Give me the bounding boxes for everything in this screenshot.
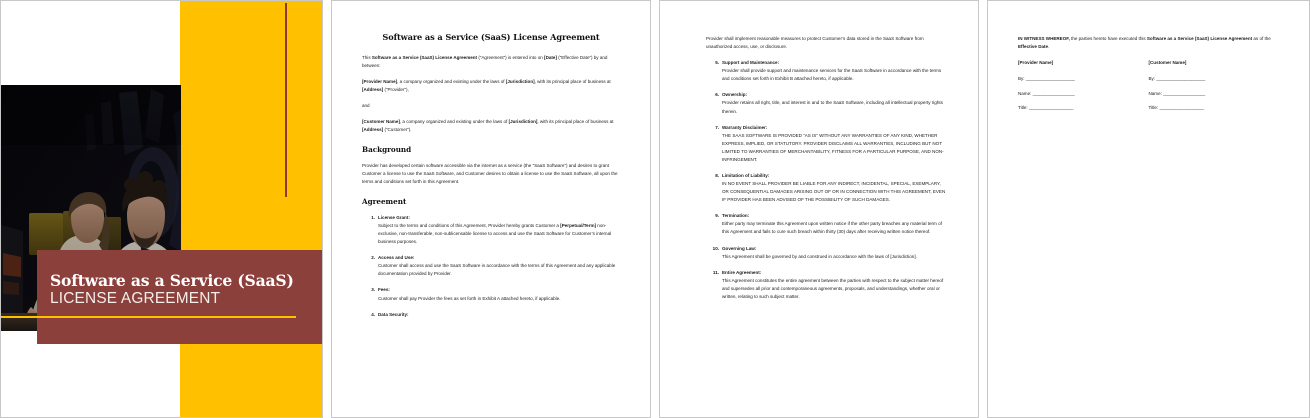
clause-number: 4. xyxy=(371,311,375,317)
clause-body: Provider shall provide support and maintenance services for the SaaS Software in accordance with the terms and conditions set forth in Exhibit B attached hereto, if applicable. xyxy=(722,68,942,82)
background-heading: Background xyxy=(362,145,412,155)
clause-item xyxy=(706,124,948,164)
clause-number: 8. xyxy=(715,173,719,179)
provider-paragraph xyxy=(362,78,620,94)
customer-title-line xyxy=(1149,104,1280,112)
clause-heading: Access and Use: xyxy=(378,255,415,261)
customer-by-label: By: xyxy=(1148,76,1157,82)
provider-name-label: Name: xyxy=(1018,90,1033,96)
provider-name-placeholder: [Provider Name] xyxy=(362,79,398,84)
customer-b: , a company organized and existing under the laws of xyxy=(399,119,509,125)
cover-title-primary: Software as a Service (SaaS) xyxy=(50,271,294,290)
clause-heading: Limitation of Liability: xyxy=(722,173,770,179)
clause-list-page-2 xyxy=(362,214,620,319)
clause-number: 9. xyxy=(715,213,719,219)
clause-body xyxy=(378,222,620,246)
customer-f: (“Customer”). xyxy=(383,127,412,133)
customer-address-placeholder: [Address] xyxy=(362,127,384,133)
intro-agreement-name: Software as a Service (SaaS) License Agreement xyxy=(371,54,478,60)
clause-body: This Agreement constitutes the entire agreement between the parties with respect to the subject matter hereof and supersedes all prior and contemporaneous agreements, proposals, and understandings, whether oral or written, relating to such subject matter. xyxy=(722,277,944,299)
customer-title-label: Title: xyxy=(1148,105,1160,111)
provider-party-name: [Provider Name] xyxy=(1018,60,1054,66)
provider-name-line xyxy=(1018,90,1149,98)
provider-by-line xyxy=(1018,75,1149,83)
provider-address-placeholder: [Address] xyxy=(362,87,384,93)
clause-item xyxy=(706,91,948,115)
clause-body: THE SAAS SOFTWARE IS PROVIDED “AS IS” WITHOUT ANY WARRANTIES OF ANY KIND, WHETHER EXPRESS, IMPLIED, OR STATUTORY. PROVIDER DISCLAIMS ALL WARRANTIES, INCLUDING BUT NOT LIMITED TO WARRANTIES OF MERCHANTABILITY, FITNESS FOR A PARTICULAR PURPOSE, AND NON-INFRINGEMENT. xyxy=(722,132,944,162)
provider-by-label: By: xyxy=(1018,76,1026,82)
customer-name-label: Name: xyxy=(1148,90,1164,96)
intro-e: (“Effective Date”) by and between: xyxy=(362,54,608,68)
clause-body: Provider retains all right, title, and interest in and to the SaaS Software, including all intellectual property rights therein. xyxy=(722,100,943,114)
clause-item xyxy=(706,269,948,301)
clause-heading: Support and Maintenance: xyxy=(722,60,780,66)
clause-heading: Ownership: xyxy=(722,92,748,98)
witness-agreement-name: Software as a Service (SaaS) License Agreement xyxy=(1146,36,1253,41)
customer-d: , with its principal place of business at xyxy=(537,119,614,125)
intro-c: (“Agreement”) is entered into on xyxy=(477,54,545,60)
clause-list-page-3 xyxy=(706,59,948,301)
clause-item xyxy=(706,245,948,261)
witness-b: the parties hereto have executed this xyxy=(1069,36,1147,41)
clause-number: 11. xyxy=(712,269,719,275)
witness-effective-date: Effective Date xyxy=(1018,44,1049,50)
clause-heading: Governing Law: xyxy=(722,245,757,251)
clause-heading: License Grant: xyxy=(378,214,410,220)
provider-b: , a company organized and existing under the laws of xyxy=(397,79,506,84)
clause-heading: Entire Agreement: xyxy=(722,269,762,275)
signature-column-provider xyxy=(1018,59,1149,119)
clause-heading: Data Security: xyxy=(378,311,409,317)
intro-date-placeholder: [Date] xyxy=(544,54,557,60)
clause-item xyxy=(362,254,620,278)
page-3-content xyxy=(660,1,978,417)
provider-d: , with its principal place of business at xyxy=(534,79,611,84)
customer-title-blank[interactable]: ___________________ xyxy=(1159,105,1204,111)
cover-title-secondary: LICENSE AGREEMENT xyxy=(50,290,221,308)
clause-item xyxy=(362,214,620,246)
agreement-heading: Agreement xyxy=(362,197,407,207)
page-4-signatures[interactable] xyxy=(987,0,1310,418)
witness-lead: IN WITNESS WHEREOF, xyxy=(1018,36,1070,41)
customer-by-line xyxy=(1149,75,1280,83)
customer-name-blank[interactable]: __________________ xyxy=(1163,90,1206,96)
provider-jurisdiction-placeholder: [Jurisdiction] xyxy=(505,79,535,84)
signature-column-customer xyxy=(1149,59,1280,119)
page-title: Software as a Service (SaaS) License Agreement xyxy=(382,32,600,42)
clause-heading: Fees: xyxy=(378,287,390,293)
clause-number: 10. xyxy=(712,245,719,251)
provider-title-blank[interactable]: ___________________ xyxy=(1028,105,1074,111)
clause-number: 2. xyxy=(371,255,375,261)
clause-body: Customer shall access and use the SaaS Software in accordance with the terms of this Agreement and any applicable documentation provided by Provider. xyxy=(378,263,616,277)
provider-name-blank[interactable]: __________________ xyxy=(1032,90,1075,96)
clause-number: 7. xyxy=(715,124,719,130)
customer-paragraph xyxy=(362,118,620,134)
page-4-content xyxy=(988,1,1309,417)
witness-f: . xyxy=(1048,44,1050,50)
clause-item xyxy=(706,172,948,204)
witness-paragraph xyxy=(1018,35,1279,51)
clause-number: 1. xyxy=(371,214,375,220)
intro-a: This xyxy=(362,54,372,60)
clause-item xyxy=(706,212,948,236)
clause-item xyxy=(362,286,620,302)
clause-item xyxy=(362,311,620,319)
page-2[interactable] xyxy=(331,0,651,418)
page-3[interactable] xyxy=(659,0,979,418)
customer-by-blank[interactable]: _____________________ xyxy=(1156,76,1206,82)
customer-jurisdiction-placeholder: [Jurisdiction] xyxy=(508,119,538,125)
provider-by-blank[interactable]: _____________________ xyxy=(1025,76,1075,82)
customer-name-placeholder: [Customer Name] xyxy=(362,119,400,125)
background-body: Provider has developed certain software accessible via the internet as a service (the “SaaS Software”) and desires to grant Customer a license to use the SaaS Software, and Customer desires to obtain a license to use the SaaS Software, all upon the terms and conditions set forth in this Agreement. xyxy=(362,163,618,185)
clause-heading: Warranty Disclaimer: xyxy=(722,124,768,130)
cover-title-underline xyxy=(1,316,296,318)
witness-d: as of the xyxy=(1252,36,1271,41)
clause-heading: Termination: xyxy=(722,213,750,219)
clause-number: 5. xyxy=(715,60,719,66)
clause-body: Either party may terminate this Agreement upon written notice if the other party breaches any material term of this Agreement and fails to cure such breach within thirty (30) days after receiving written notice thereof. xyxy=(722,221,942,235)
clause-term-placeholder: [Perpetual/Term] xyxy=(560,222,597,228)
and-connector: and xyxy=(362,103,370,109)
customer-party-name: [Customer Name] xyxy=(1148,60,1187,66)
page-1-cover[interactable] xyxy=(0,0,323,418)
clause-number: 3. xyxy=(371,287,375,293)
clause-body: IN NO EVENT SHALL PROVIDER BE LIABLE FOR ANY INDIRECT, INCIDENTAL, SPECIAL, EXEMPLARY, OR CONSEQUENTIAL DAMAGES ARISING OUT OF OR IN CONNECTION WITH THIS AGREEMENT, EVEN IF PROVIDER HAS BEEN ADVISED OF THE POSSIBILITY OF SUCH DAMAGES. xyxy=(722,181,946,203)
clause-body-a: Subject to the terms and conditions of this Agreement, Provider hereby grants Customer a xyxy=(378,222,561,228)
customer-name-line xyxy=(1149,90,1280,98)
clause-number: 6. xyxy=(715,92,719,98)
signature-block xyxy=(1018,59,1279,119)
clause-body: This Agreement shall be governed by and construed in accordance with the laws of [Jurisdiction]. xyxy=(722,253,917,259)
provider-title-label: Title: xyxy=(1018,105,1029,111)
cover-vertical-rule xyxy=(285,3,287,197)
page-2-content xyxy=(332,1,650,417)
intro-paragraph xyxy=(362,54,620,70)
clause-item xyxy=(706,59,948,83)
clause-body-c: non-exclusive, non-transferable, non-sublicensable license to access and use the SaaS Software for Customer’s internal business purposes. xyxy=(378,222,612,245)
cover-title-band xyxy=(37,250,323,344)
clause-body: Customer shall pay Provider the fees as set forth in Exhibit A attached hereto, if applicable. xyxy=(378,295,561,301)
clause-4-continued-body: Provider shall implement reasonable measures to protect Customer’s data stored in the SaaS Software from unauthorized access, use, or disclosure. xyxy=(706,36,924,50)
cover-yellow-block xyxy=(180,1,323,418)
provider-title-line xyxy=(1018,104,1149,112)
provider-f: (“Provider”), xyxy=(383,87,409,93)
